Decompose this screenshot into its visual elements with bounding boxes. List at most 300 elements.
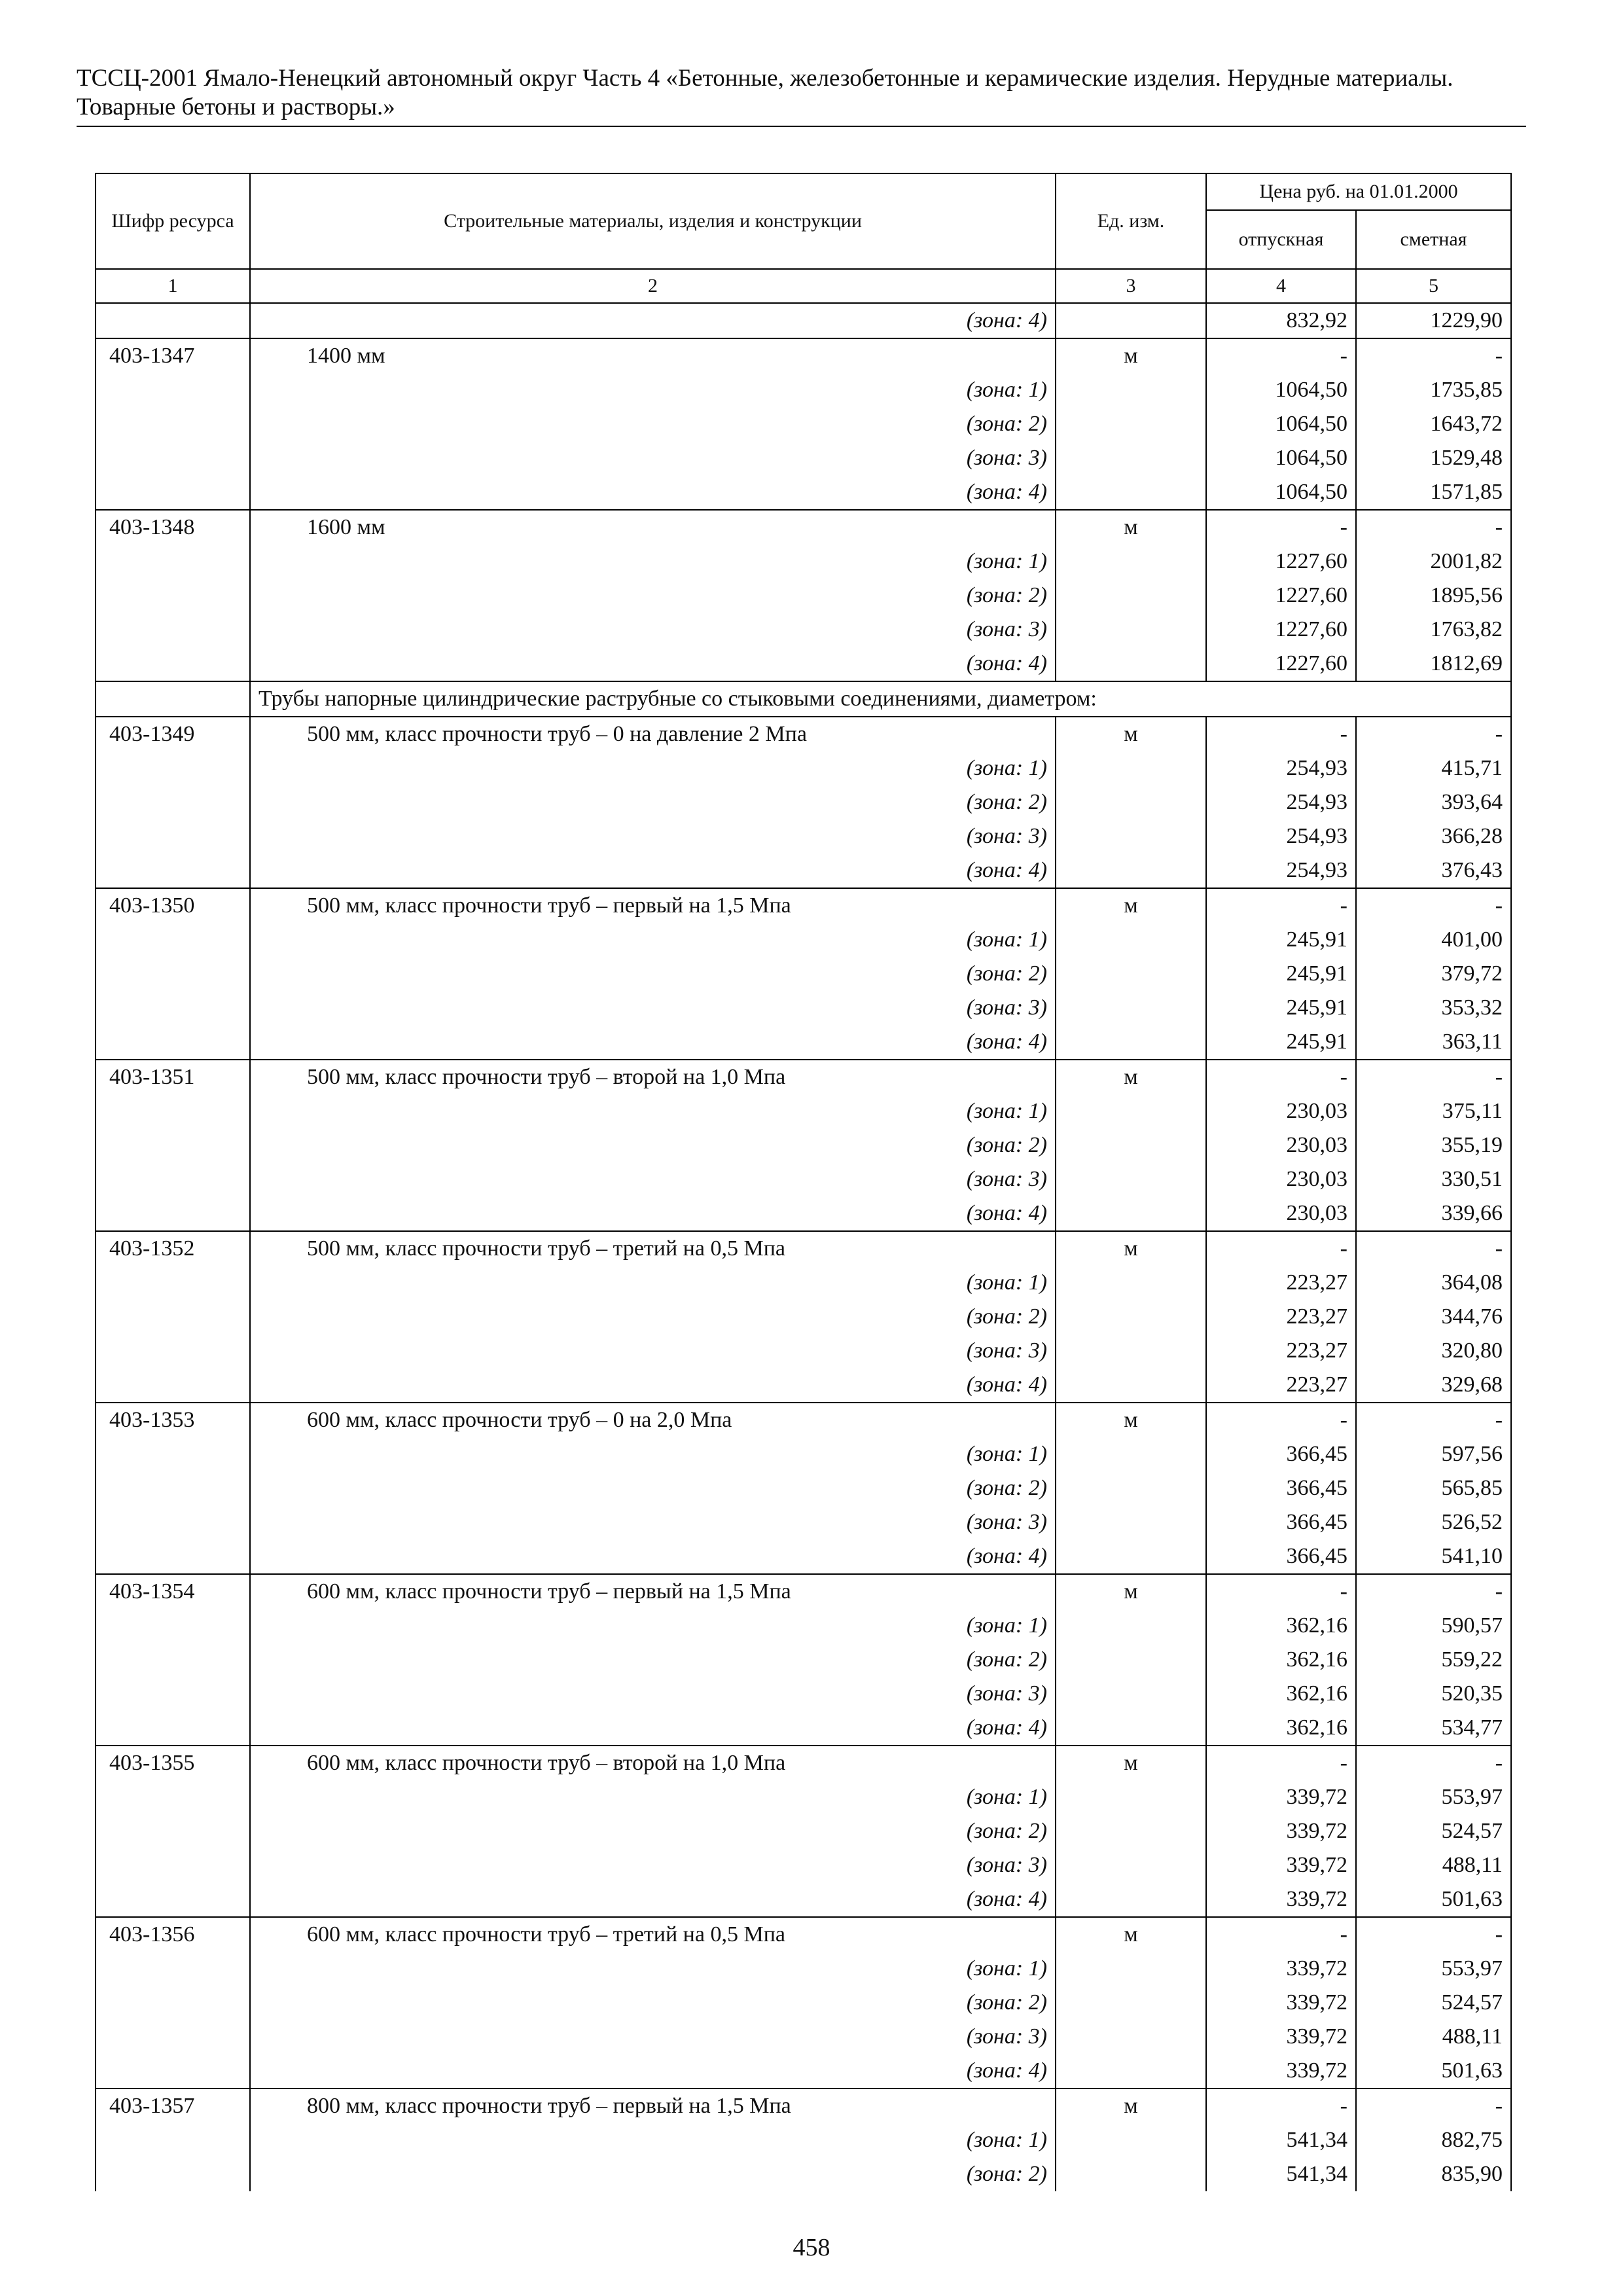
release-price: 339,72 — [1206, 2054, 1356, 2089]
resource-code — [96, 1094, 250, 1128]
release-price: 223,27 — [1206, 1368, 1356, 1403]
estimate-price: - — [1356, 717, 1511, 751]
resource-code — [96, 373, 250, 407]
resource-name: 600 мм, класс прочности труб – 0 на 2,0 Мпа — [250, 1403, 1056, 1437]
zone-row — [96, 1471, 1511, 1505]
unit-cell — [1056, 1848, 1206, 1882]
estimate-price: 1812,69 — [1356, 647, 1511, 681]
estimate-price: 553,97 — [1356, 1952, 1511, 1986]
resource-code — [96, 1814, 250, 1848]
column-header-price-group: Цена руб. на 01.01.2000 — [1206, 173, 1511, 210]
resource-row — [96, 888, 1511, 923]
resource-code — [96, 923, 250, 957]
column-header-name: Строительные материалы, изделия и конструкции — [250, 173, 1056, 269]
zone-row — [96, 1609, 1511, 1643]
release-price: 362,16 — [1206, 1677, 1356, 1711]
column-number: 2 — [250, 269, 1056, 303]
release-price: 245,91 — [1206, 923, 1356, 957]
column-number: 3 — [1056, 269, 1206, 303]
resource-row — [96, 1231, 1511, 1266]
resource-row — [96, 1060, 1511, 1094]
zone-label: (зона: 3) — [250, 1334, 1056, 1368]
zone-row — [96, 1539, 1511, 1574]
zone-label: (зона: 4) — [250, 1025, 1056, 1060]
unit-cell: м — [1056, 338, 1206, 373]
resource-code — [96, 1780, 250, 1814]
release-price: 366,45 — [1206, 1471, 1356, 1505]
release-price: 541,34 — [1206, 2123, 1356, 2157]
estimate-price: - — [1356, 888, 1511, 923]
unit-cell: м — [1056, 1403, 1206, 1437]
estimate-price: 882,75 — [1356, 2123, 1511, 2157]
zone-label: (зона: 3) — [250, 1848, 1056, 1882]
resource-code — [96, 1952, 250, 1986]
estimate-price: 379,72 — [1356, 957, 1511, 991]
zone-label: (зона: 1) — [250, 751, 1056, 785]
header-title-line-1: ТССЦ-2001 Ямало-Ненецкий автономный округ Часть 4 «Бетонные, железобетонные и керамические изделия. Нерудные материалы. — [77, 65, 1454, 92]
resource-code — [96, 1162, 250, 1196]
estimate-price: 590,57 — [1356, 1609, 1511, 1643]
release-price: - — [1206, 1574, 1356, 1609]
release-price: - — [1206, 1231, 1356, 1266]
resource-code — [96, 751, 250, 785]
zone-label: (зона: 4) — [250, 303, 1056, 338]
resource-name: 600 мм, класс прочности труб – второй на 1,0 Мпа — [250, 1746, 1056, 1780]
zone-row — [96, 853, 1511, 888]
zone-label: (зона: 3) — [250, 613, 1056, 647]
zone-label: (зона: 2) — [250, 1814, 1056, 1848]
estimate-price: 339,66 — [1356, 1196, 1511, 1231]
estimate-price: 353,32 — [1356, 991, 1511, 1025]
release-price: 254,93 — [1206, 785, 1356, 819]
column-number: 5 — [1356, 269, 1511, 303]
resource-code — [96, 475, 250, 510]
release-price: - — [1206, 1060, 1356, 1094]
unit-cell: м — [1056, 1746, 1206, 1780]
resource-row — [96, 2089, 1511, 2123]
resource-code — [96, 1677, 250, 1711]
unit-cell — [1056, 2020, 1206, 2054]
resource-code: 403-1347 — [96, 338, 250, 373]
zone-row — [96, 475, 1511, 510]
estimate-price: 488,11 — [1356, 2020, 1511, 2054]
zone-row — [96, 991, 1511, 1025]
zone-label: (зона: 1) — [250, 1952, 1056, 1986]
release-price: 339,72 — [1206, 1814, 1356, 1848]
release-price: - — [1206, 1403, 1356, 1437]
estimate-price: 524,57 — [1356, 1986, 1511, 2020]
unit-cell — [1056, 1300, 1206, 1334]
unit-cell — [1056, 303, 1206, 338]
zone-label: (зона: 2) — [250, 1986, 1056, 2020]
zone-row — [96, 1196, 1511, 1231]
unit-cell: м — [1056, 1917, 1206, 1952]
estimate-price: - — [1356, 1060, 1511, 1094]
resource-row — [96, 1917, 1511, 1952]
unit-cell — [1056, 647, 1206, 681]
release-price: 1227,60 — [1206, 613, 1356, 647]
unit-cell — [1056, 1266, 1206, 1300]
resource-name: 1400 мм — [250, 338, 1056, 373]
zone-row — [96, 1986, 1511, 2020]
resource-code: 403-1353 — [96, 1403, 250, 1437]
price-table — [95, 173, 1512, 2191]
zone-row — [96, 1334, 1511, 1368]
zone-label: (зона: 3) — [250, 991, 1056, 1025]
zone-label: (зона: 4) — [250, 1711, 1056, 1746]
unit-cell: м — [1056, 510, 1206, 545]
resource-code — [96, 2157, 250, 2191]
resource-row — [96, 510, 1511, 545]
resource-name: 600 мм, класс прочности труб – первый на 1,5 Мпа — [250, 1574, 1056, 1609]
estimate-price: 329,68 — [1356, 1368, 1511, 1403]
unit-cell — [1056, 1196, 1206, 1231]
column-header-estimate-price: сметная — [1356, 210, 1511, 269]
zone-label: (зона: 2) — [250, 407, 1056, 441]
resource-code: 403-1357 — [96, 2089, 250, 2123]
release-price: 366,45 — [1206, 1505, 1356, 1539]
resource-code — [96, 407, 250, 441]
release-price: 230,03 — [1206, 1162, 1356, 1196]
resource-code — [96, 1882, 250, 1917]
resource-code — [96, 1471, 250, 1505]
estimate-price: 520,35 — [1356, 1677, 1511, 1711]
release-price: - — [1206, 1917, 1356, 1952]
column-header-release-price: отпускная — [1206, 210, 1356, 269]
estimate-price: 488,11 — [1356, 1848, 1511, 1882]
unit-cell — [1056, 1128, 1206, 1162]
estimate-price: - — [1356, 1746, 1511, 1780]
release-price: - — [1206, 510, 1356, 545]
estimate-price: - — [1356, 1403, 1511, 1437]
resource-code — [96, 1643, 250, 1677]
zone-row — [96, 923, 1511, 957]
page-header — [77, 64, 1526, 127]
resource-code: 403-1351 — [96, 1060, 250, 1094]
release-price: 362,16 — [1206, 1643, 1356, 1677]
estimate-price: 835,90 — [1356, 2157, 1511, 2191]
zone-row — [96, 2157, 1511, 2191]
estimate-price: 501,63 — [1356, 2054, 1511, 2089]
release-price: 339,72 — [1206, 1986, 1356, 2020]
resource-code — [96, 1368, 250, 1403]
release-price: 245,91 — [1206, 957, 1356, 991]
resource-code — [96, 1128, 250, 1162]
resource-code — [96, 819, 250, 853]
resource-code — [96, 1334, 250, 1368]
unit-cell — [1056, 1471, 1206, 1505]
estimate-price: 559,22 — [1356, 1643, 1511, 1677]
estimate-price: - — [1356, 1574, 1511, 1609]
estimate-price: 344,76 — [1356, 1300, 1511, 1334]
zone-label: (зона: 4) — [250, 1196, 1056, 1231]
table-header — [96, 173, 1511, 303]
zone-label: (зона: 2) — [250, 957, 1056, 991]
unit-cell: м — [1056, 717, 1206, 751]
resource-code — [96, 647, 250, 681]
release-price: 1064,50 — [1206, 407, 1356, 441]
unit-cell — [1056, 1952, 1206, 1986]
zone-row — [96, 1025, 1511, 1060]
zone-row — [96, 441, 1511, 475]
resource-code — [96, 1539, 250, 1574]
resource-code — [96, 2020, 250, 2054]
zone-label: (зона: 3) — [250, 819, 1056, 853]
estimate-price: 415,71 — [1356, 751, 1511, 785]
resource-code — [96, 1609, 250, 1643]
zone-row — [96, 1368, 1511, 1403]
resource-code — [96, 1300, 250, 1334]
zone-row — [96, 1677, 1511, 1711]
zone-row — [96, 303, 1511, 338]
release-price: 1227,60 — [1206, 647, 1356, 681]
unit-cell: м — [1056, 2089, 1206, 2123]
zone-row — [96, 545, 1511, 579]
resource-name: 500 мм, класс прочности труб – первый на 1,5 Мпа — [250, 888, 1056, 923]
estimate-price: - — [1356, 338, 1511, 373]
resource-name: 500 мм, класс прочности труб – второй на 1,0 Мпа — [250, 1060, 1056, 1094]
release-price: 223,27 — [1206, 1334, 1356, 1368]
zone-label: (зона: 4) — [250, 2054, 1056, 2089]
resource-row — [96, 1403, 1511, 1437]
estimate-price: 501,63 — [1356, 1882, 1511, 1917]
resource-name: 600 мм, класс прочности труб – третий на 0,5 Мпа — [250, 1917, 1056, 1952]
section-code-cell — [96, 681, 250, 717]
release-price: 339,72 — [1206, 1952, 1356, 1986]
zone-row — [96, 1300, 1511, 1334]
resource-code — [96, 785, 250, 819]
zone-label: (зона: 4) — [250, 475, 1056, 510]
column-number: 1 — [96, 269, 250, 303]
unit-cell — [1056, 545, 1206, 579]
resource-name: 800 мм, класс прочности труб – первый на 1,5 Мпа — [250, 2089, 1056, 2123]
release-price: 245,91 — [1206, 991, 1356, 1025]
resource-code: 403-1355 — [96, 1746, 250, 1780]
zone-row — [96, 1643, 1511, 1677]
zone-row — [96, 613, 1511, 647]
unit-cell — [1056, 1780, 1206, 1814]
zone-label: (зона: 2) — [250, 1471, 1056, 1505]
zone-label: (зона: 1) — [250, 1266, 1056, 1300]
header-title-line-2: Товарные бетоны и растворы.» — [77, 94, 395, 120]
unit-cell — [1056, 2054, 1206, 2089]
estimate-price: 320,80 — [1356, 1334, 1511, 1368]
zone-label: (зона: 4) — [250, 1539, 1056, 1574]
estimate-price: 1229,90 — [1356, 303, 1511, 338]
release-price: - — [1206, 2089, 1356, 2123]
release-price: 1227,60 — [1206, 579, 1356, 613]
column-numbers-row — [96, 269, 1511, 303]
release-price: - — [1206, 888, 1356, 923]
unit-cell — [1056, 2157, 1206, 2191]
release-price: 1227,60 — [1206, 545, 1356, 579]
zone-label: (зона: 1) — [250, 923, 1056, 957]
unit-cell — [1056, 613, 1206, 647]
unit-cell — [1056, 1368, 1206, 1403]
release-price: 339,72 — [1206, 1780, 1356, 1814]
unit-cell — [1056, 751, 1206, 785]
zone-label: (зона: 2) — [250, 579, 1056, 613]
zone-label: (зона: 3) — [250, 1162, 1056, 1196]
zone-row — [96, 579, 1511, 613]
estimate-price: 1571,85 — [1356, 475, 1511, 510]
estimate-price: 565,85 — [1356, 1471, 1511, 1505]
estimate-price: - — [1356, 1231, 1511, 1266]
table-body — [96, 303, 1511, 2191]
zone-label: (зона: 2) — [250, 785, 1056, 819]
unit-cell — [1056, 475, 1206, 510]
estimate-price: 1643,72 — [1356, 407, 1511, 441]
resource-code — [96, 1986, 250, 2020]
estimate-price: 541,10 — [1356, 1539, 1511, 1574]
zone-label: (зона: 1) — [250, 1437, 1056, 1471]
unit-cell: м — [1056, 1574, 1206, 1609]
estimate-price: 534,77 — [1356, 1711, 1511, 1746]
section-title: Трубы напорные цилиндрические раструбные со стыковыми соединениями, диаметром: — [250, 681, 1511, 717]
estimate-price: 526,52 — [1356, 1505, 1511, 1539]
zone-row — [96, 1848, 1511, 1882]
estimate-price: 330,51 — [1356, 1162, 1511, 1196]
release-price: 362,16 — [1206, 1609, 1356, 1643]
resource-code: 403-1354 — [96, 1574, 250, 1609]
resource-code — [96, 957, 250, 991]
zone-label: (зона: 1) — [250, 1609, 1056, 1643]
zone-row — [96, 1437, 1511, 1471]
release-price: 541,34 — [1206, 2157, 1356, 2191]
unit-cell — [1056, 1334, 1206, 1368]
zone-row — [96, 1162, 1511, 1196]
unit-cell — [1056, 819, 1206, 853]
resource-name: 500 мм, класс прочности труб – третий на 0,5 Мпа — [250, 1231, 1056, 1266]
zone-row — [96, 2123, 1511, 2157]
unit-cell: м — [1056, 1231, 1206, 1266]
release-price: - — [1206, 338, 1356, 373]
zone-label: (зона: 1) — [250, 1094, 1056, 1128]
estimate-price: - — [1356, 510, 1511, 545]
resource-code — [96, 853, 250, 888]
unit-cell — [1056, 1711, 1206, 1746]
estimate-price: 1735,85 — [1356, 373, 1511, 407]
unit-cell — [1056, 1162, 1206, 1196]
release-price: 223,27 — [1206, 1266, 1356, 1300]
zone-row — [96, 1094, 1511, 1128]
release-price: 339,72 — [1206, 1882, 1356, 1917]
release-price: 362,16 — [1206, 1711, 1356, 1746]
estimate-price: 524,57 — [1356, 1814, 1511, 1848]
resource-row — [96, 338, 1511, 373]
resource-code — [96, 1505, 250, 1539]
zone-label: (зона: 3) — [250, 1505, 1056, 1539]
zone-label: (зона: 3) — [250, 441, 1056, 475]
estimate-price: 366,28 — [1356, 819, 1511, 853]
release-price: 366,45 — [1206, 1437, 1356, 1471]
section-row — [96, 681, 1511, 717]
release-price: 230,03 — [1206, 1128, 1356, 1162]
zone-row — [96, 957, 1511, 991]
release-price: 1064,50 — [1206, 441, 1356, 475]
unit-cell: м — [1056, 888, 1206, 923]
column-header-unit: Ед. изм. — [1056, 173, 1206, 269]
resource-code — [96, 991, 250, 1025]
unit-cell — [1056, 1437, 1206, 1471]
unit-cell — [1056, 2123, 1206, 2157]
unit-cell — [1056, 1643, 1206, 1677]
estimate-price: 553,97 — [1356, 1780, 1511, 1814]
resource-code — [96, 545, 250, 579]
resource-code — [96, 1266, 250, 1300]
release-price: 339,72 — [1206, 1848, 1356, 1882]
resource-row — [96, 717, 1511, 751]
zone-label: (зона: 4) — [250, 1368, 1056, 1403]
release-price: 832,92 — [1206, 303, 1356, 338]
zone-label: (зона: 3) — [250, 1677, 1056, 1711]
zone-label: (зона: 4) — [250, 853, 1056, 888]
unit-cell — [1056, 1539, 1206, 1574]
zone-label: (зона: 4) — [250, 647, 1056, 681]
estimate-price: 364,08 — [1356, 1266, 1511, 1300]
resource-code — [96, 579, 250, 613]
estimate-price: 1895,56 — [1356, 579, 1511, 613]
zone-row — [96, 1952, 1511, 1986]
resource-code — [96, 1848, 250, 1882]
unit-cell — [1056, 785, 1206, 819]
estimate-price: 363,11 — [1356, 1025, 1511, 1060]
resource-code — [96, 1025, 250, 1060]
unit-cell — [1056, 441, 1206, 475]
zone-label: (зона: 1) — [250, 545, 1056, 579]
zone-row — [96, 819, 1511, 853]
zone-row — [96, 407, 1511, 441]
estimate-price: - — [1356, 2089, 1511, 2123]
estimate-price: 376,43 — [1356, 853, 1511, 888]
resource-code: 403-1356 — [96, 1917, 250, 1952]
resource-code: 403-1352 — [96, 1231, 250, 1266]
resource-code: 403-1348 — [96, 510, 250, 545]
unit-cell — [1056, 1025, 1206, 1060]
release-price: - — [1206, 717, 1356, 751]
zone-row — [96, 751, 1511, 785]
release-price: 366,45 — [1206, 1539, 1356, 1574]
resource-code — [96, 1437, 250, 1471]
zone-row — [96, 373, 1511, 407]
zone-label: (зона: 3) — [250, 2020, 1056, 2054]
release-price: 254,93 — [1206, 819, 1356, 853]
zone-label: (зона: 4) — [250, 1882, 1056, 1917]
resource-name: 1600 мм — [250, 510, 1056, 545]
unit-cell — [1056, 1094, 1206, 1128]
estimate-price: 401,00 — [1356, 923, 1511, 957]
page-number: 458 — [793, 2234, 830, 2261]
estimate-price: 1763,82 — [1356, 613, 1511, 647]
resource-code — [96, 613, 250, 647]
resource-code: 403-1350 — [96, 888, 250, 923]
zone-row — [96, 1780, 1511, 1814]
release-price: 245,91 — [1206, 1025, 1356, 1060]
estimate-price: 2001,82 — [1356, 545, 1511, 579]
resource-row — [96, 1746, 1511, 1780]
unit-cell — [1056, 991, 1206, 1025]
release-price: - — [1206, 1746, 1356, 1780]
zone-row — [96, 2054, 1511, 2089]
release-price: 223,27 — [1206, 1300, 1356, 1334]
estimate-price: 597,56 — [1356, 1437, 1511, 1471]
zone-row — [96, 1814, 1511, 1848]
estimate-price: 1529,48 — [1356, 441, 1511, 475]
estimate-price: - — [1356, 1917, 1511, 1952]
zone-label: (зона: 2) — [250, 2157, 1056, 2191]
zone-row — [96, 1266, 1511, 1300]
unit-cell — [1056, 1505, 1206, 1539]
